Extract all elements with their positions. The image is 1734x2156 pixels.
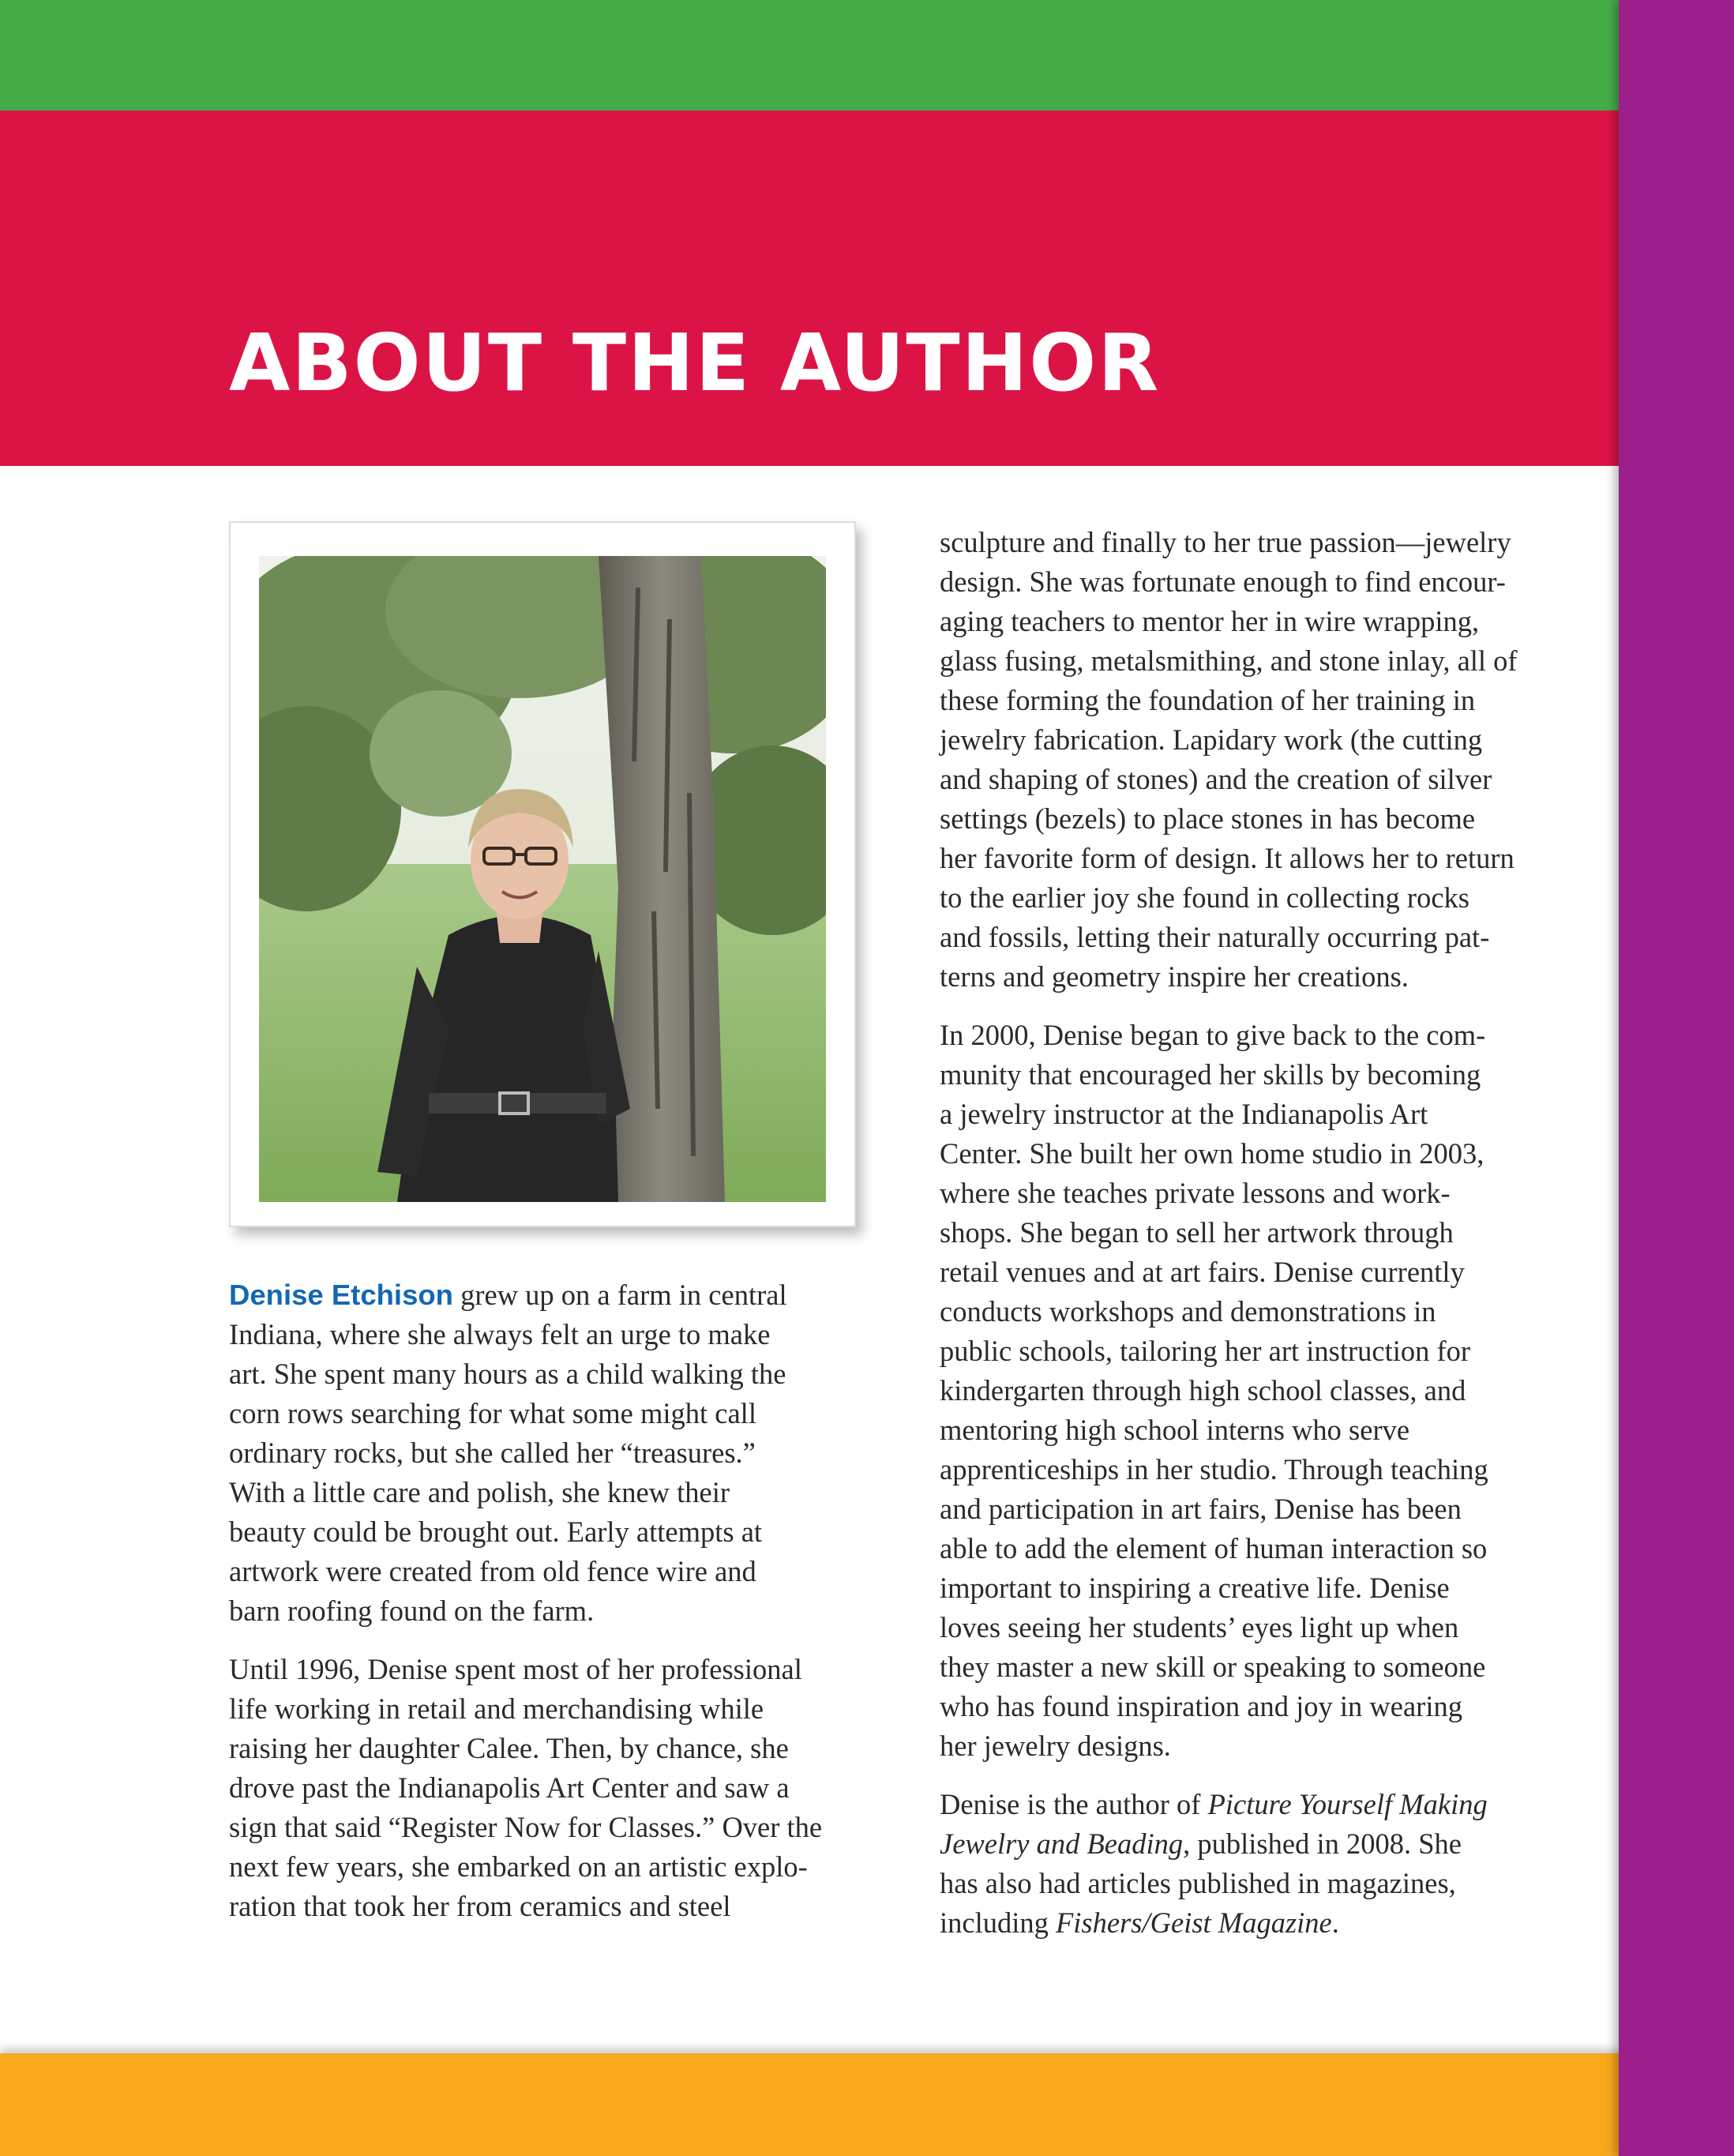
red-header-band	[0, 111, 1666, 466]
text-line: and fossils, letting their naturally occurring pat-	[940, 921, 1490, 953]
text-line: glass fusing, metalsmithing, and stone inlay, all of	[940, 644, 1518, 677]
bio-paragraph-1	[229, 1275, 853, 1631]
book-title: Picture Yourself Making	[1207, 1788, 1488, 1820]
text-line: who has found inspiration and joy in wearing	[940, 1690, 1462, 1722]
text-line	[940, 1824, 1587, 1864]
text-line: Center. She built her own home studio in 2003,	[940, 1137, 1484, 1170]
text-line: art. She spent many hours as a child walking the	[229, 1358, 786, 1390]
text-line: her favorite form of design. It allows her to return	[940, 842, 1514, 874]
text-line: mentoring high school interns who serve	[940, 1414, 1410, 1446]
text-line: kindergarten through high school classes, and	[940, 1374, 1466, 1407]
text-line: jewelry fabrication. Lapidary work (the cutting	[940, 723, 1483, 756]
text-line: shops. She began to sell her artwork through	[940, 1216, 1454, 1249]
text-line: loves seeing her students’ eyes light up when	[940, 1611, 1459, 1643]
text-line: next few years, she embarked on an artistic explo-	[229, 1850, 808, 1883]
text-line: important to inspiring a creative life. Denise	[940, 1572, 1450, 1604]
bio-paragraph-2	[229, 1650, 853, 1926]
text-line: beauty could be brought out. Early attempts at	[229, 1516, 763, 1548]
text-line: able to add the element of human interaction so	[940, 1532, 1488, 1564]
left-column	[229, 1275, 853, 1926]
text-segment: Denise is the author of	[940, 1788, 1208, 1820]
text-line: ration that took her from ceramics and steel	[229, 1890, 731, 1922]
text-line: and participation in art fairs, Denise has been	[940, 1493, 1462, 1525]
green-band	[0, 0, 1666, 118]
text-line: life working in retail and merchandising while	[229, 1692, 764, 1725]
author-photo	[259, 556, 826, 1202]
text-line: aging teachers to mentor her in wire wrapping,	[940, 605, 1480, 637]
text-line: conducts workshops and demonstrations in	[940, 1295, 1436, 1328]
text-line: a jewelry instructor at the Indianapolis Art	[940, 1098, 1428, 1130]
text-line: In 2000, Denise began to give back to the com-	[940, 1019, 1486, 1051]
text-line: sign that said “Register Now for Classes.” Over the	[229, 1811, 823, 1843]
text-line: sculpture and finally to her true passion—jewelry	[940, 526, 1511, 558]
text-line: and shaping of stones) and the creation of silver	[940, 763, 1492, 795]
text-line: retail venues and at art fairs. Denise currently	[940, 1256, 1465, 1288]
text-line: artwork were created from old fence wire and	[229, 1555, 756, 1587]
text-line: these forming the foundation of her training in	[940, 684, 1476, 716]
bio-paragraph-5	[940, 1785, 1587, 1943]
author-name: Denise Etchison	[229, 1279, 453, 1311]
text-line: With a little care and polish, she knew their	[229, 1476, 730, 1508]
orange-footer-band	[0, 2053, 1627, 2156]
text-line: to the earlier joy she found in collecting rocks	[940, 881, 1469, 914]
text-line: ordinary rocks, but she called her “treasures.”	[229, 1437, 756, 1469]
text-line: has also had articles published in magazines,	[940, 1867, 1456, 1899]
text-line: Indiana, where she always felt an urge to make	[229, 1318, 771, 1350]
page-title: ABOUT THE AUTHOR	[229, 317, 1161, 409]
text-line: they master a new skill or speaking to someone	[940, 1651, 1486, 1683]
text-line	[229, 1275, 853, 1315]
right-column	[940, 523, 1587, 1943]
text-line: raising her daughter Calee. Then, by chance, she	[229, 1732, 789, 1764]
magazine-title: Fishers/Geist Magazine	[1056, 1906, 1332, 1939]
book-title: Jewelry and Beading	[940, 1827, 1184, 1860]
bio-paragraph-3	[940, 523, 1587, 997]
text-line	[940, 1785, 1587, 1824]
text-segment: .	[1331, 1906, 1339, 1939]
text-segment: including	[940, 1906, 1056, 1939]
text-line: public schools, tailoring her art instruction for	[940, 1335, 1471, 1367]
text-line: terns and geometry inspire her creations.	[940, 960, 1409, 993]
text-segment: grew up on a farm in central	[452, 1279, 787, 1311]
text-line: her jewelry designs.	[940, 1730, 1171, 1762]
text-line: corn rows searching for what some might call	[229, 1397, 756, 1429]
text-segment: , published in 2008. She	[1183, 1827, 1462, 1860]
text-line: design. She was fortunate enough to find encour-	[940, 565, 1506, 598]
purple-side-band	[1619, 0, 1734, 2156]
text-line: apprenticeships in her studio. Through teaching	[940, 1453, 1488, 1486]
text-line	[940, 1903, 1587, 1943]
bio-paragraph-4	[940, 1016, 1587, 1766]
text-line: drove past the Indianapolis Art Center and saw a	[229, 1771, 790, 1804]
text-line: where she teaches private lessons and work-	[940, 1177, 1451, 1209]
text-line: barn roofing found on the farm.	[229, 1594, 595, 1627]
text-line: settings (bezels) to place stones in has become	[940, 802, 1476, 835]
author-photo-frame	[229, 521, 856, 1227]
text-line: munity that encouraged her skills by becoming	[940, 1058, 1481, 1091]
text-line: Until 1996, Denise spent most of her professional	[229, 1653, 802, 1685]
